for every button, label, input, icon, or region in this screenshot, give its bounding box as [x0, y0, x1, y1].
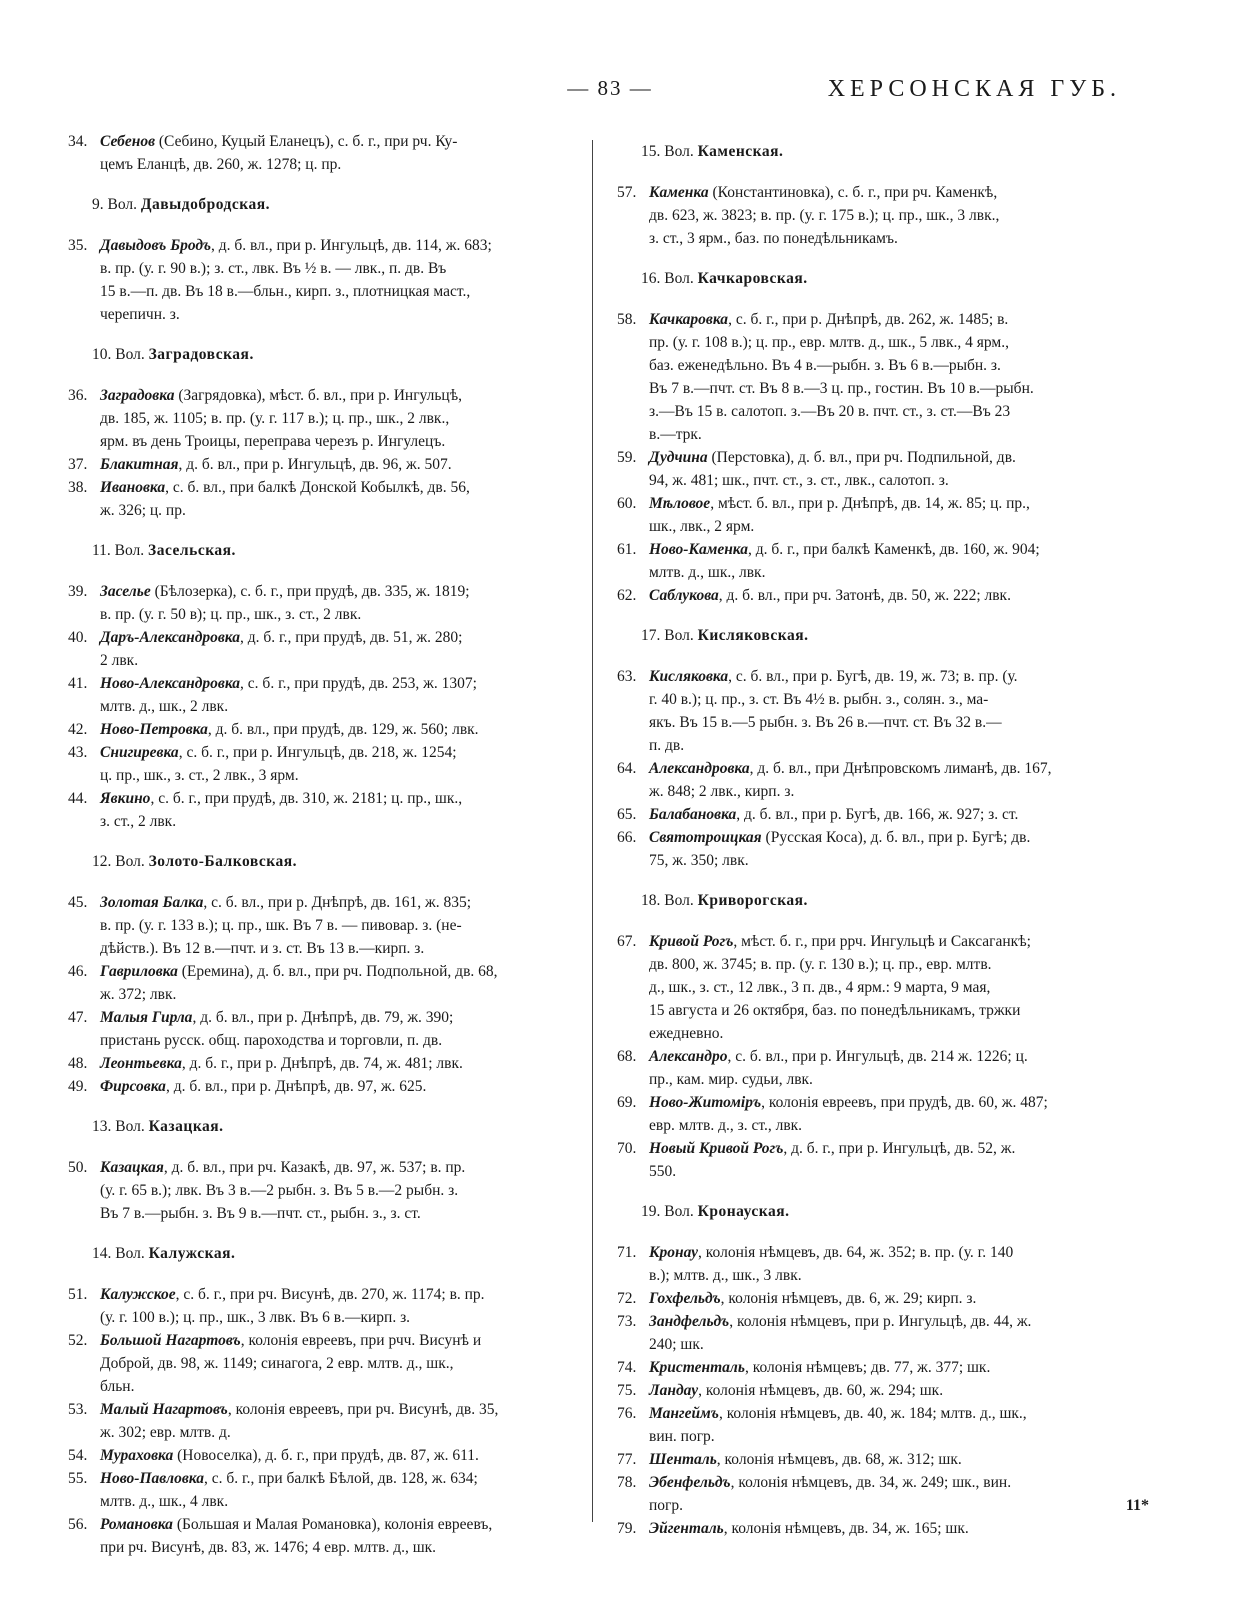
settlement-name: Фирсовка: [100, 1078, 166, 1095]
entry-continuation: 75, ж. 350; лвк.: [649, 852, 749, 869]
settlement-name: Заградовка: [100, 387, 175, 404]
settlement-entry: [617, 181, 1149, 250]
settlement-entry: [617, 1356, 1149, 1379]
entry-continuation: дв. 185, ж. 1105; в. пр. (у. г. 117 в.); ц. пр., шк., 2 лвк.,: [100, 410, 450, 427]
volost-prefix: 16. Вол.: [641, 270, 694, 287]
entry-continuation: (у. г. 100 в.); ц. пр., шк., 3 лвк. Въ 6 в.—кирп. з.: [100, 1309, 411, 1326]
settlement-name: Кронау: [649, 1244, 699, 1261]
settlement-entry: [617, 826, 1149, 872]
entry-continuation: млтв. д., шк., 4 лвк.: [100, 1493, 229, 1510]
entry-number: 38.: [68, 479, 88, 496]
volost-heading: [92, 539, 583, 562]
settlement-name: Новый Кривой Рогъ: [649, 1140, 784, 1157]
volost-name: Кисляковская.: [697, 627, 809, 644]
settlement-name: Романовка: [100, 1516, 173, 1533]
entry-number: 37.: [68, 456, 88, 473]
entry-number: 73.: [617, 1313, 637, 1330]
entry-number: 46.: [68, 963, 88, 980]
volost-prefix: 10. Вол.: [92, 346, 145, 363]
right-column: [617, 130, 1149, 1540]
entry-number: 72.: [617, 1290, 637, 1307]
entry-number: 44.: [68, 790, 88, 807]
entry-number: 76.: [617, 1405, 637, 1422]
volost-prefix: 14. Вол.: [92, 1245, 145, 1262]
entry-text: , с. б. г., при прудѣ, дв. 310, ж. 2181; ц. пр., шк.,: [150, 790, 463, 807]
settlement-name: Ново-Каменка: [649, 541, 749, 558]
entry-continuation: бльн.: [100, 1378, 135, 1395]
entry-number: 66.: [617, 829, 637, 846]
entry-text: , колонія нѣмцевъ, дв. 6, ж. 29; кирп. з.: [720, 1290, 977, 1307]
settlement-name: Дудчина: [649, 449, 708, 466]
entry-number: 58.: [617, 311, 637, 328]
volost-name: Качкаровская.: [697, 270, 808, 287]
settlement-name: Ландау: [649, 1382, 699, 1399]
entry-number: 49.: [68, 1078, 88, 1095]
settlement-name: Блакитная: [100, 456, 179, 473]
settlement-entry: [617, 1287, 1149, 1310]
settlement-entry: [617, 757, 1149, 803]
entry-number: 54.: [68, 1447, 88, 1464]
entry-text: , д. б. вл., при р. Днѣпрѣ, дв. 97, ж. 625.: [165, 1078, 427, 1095]
entry-continuation: з.—Въ 15 в. салотоп. з.—Въ 20 в. пчт. ст., з. ст.—Въ 23: [649, 403, 1011, 420]
entry-continuation: ж. 372; лвк.: [100, 986, 177, 1003]
entry-continuation: дѣйств.). Въ 12 в.—пчт. и з. ст. Въ 13 в.—кирп. з.: [100, 940, 425, 957]
settlement-name: Ивановка: [100, 479, 166, 496]
settlement-name: Ново-Павловка: [100, 1470, 205, 1487]
settlement-entry: [617, 1471, 1149, 1517]
entry-number: 53.: [68, 1401, 88, 1418]
settlement-entry: [617, 1091, 1149, 1137]
settlement-name: Давыдовъ Бродъ: [100, 237, 212, 254]
settlement-name: Эйгенталь: [649, 1520, 724, 1537]
entry-continuation: цемъ Еланцѣ, дв. 260, ж. 1278; ц. пр.: [100, 156, 342, 173]
volost-name: Давыдобродская.: [140, 196, 270, 213]
volost-name: Криворогская.: [697, 892, 808, 909]
entry-number: 65.: [617, 806, 637, 823]
entry-continuation: Въ 7 в.—рыбн. з. Въ 9 в.—пчт. ст., рыбн. з., з. ст.: [100, 1205, 421, 1222]
entry-continuation: евр. млтв. д., з. ст., лвк.: [649, 1117, 803, 1134]
settlement-entry: [68, 672, 583, 718]
settlement-name: Гавриловка: [100, 963, 178, 980]
entry-continuation: шк., лвк., 2 ярм.: [649, 518, 755, 535]
settlement-name: Малый Нагартовъ: [100, 1401, 228, 1418]
settlement-name: Калужское: [100, 1286, 176, 1303]
volost-prefix: 11. Вол.: [92, 542, 145, 559]
settlement-name: Святотроицкая: [649, 829, 762, 846]
volost-heading: [641, 140, 1149, 163]
column-divider: [592, 140, 593, 1522]
entry-text: , с. б. г., при р. Днѣпрѣ, дв. 262, ж. 1485; в.: [728, 311, 1009, 328]
volost-name: Заградовская.: [148, 346, 254, 363]
volost-prefix: 19. Вол.: [641, 1203, 694, 1220]
entry-number: 41.: [68, 675, 88, 692]
volost-name: Золото-Балковская.: [148, 853, 297, 870]
entry-continuation: ж. 326; ц. пр.: [100, 502, 186, 519]
entry-text: , мѣст. б. г., при ррч. Ингульцѣ и Саксаганкѣ;: [733, 933, 1031, 950]
volost-prefix: 18. Вол.: [641, 892, 694, 909]
volost-heading: [641, 889, 1149, 912]
settlement-name: Александро: [649, 1048, 728, 1065]
entry-number: 39.: [68, 583, 88, 600]
settlement-entry: [617, 1448, 1149, 1471]
entry-text: , колонія нѣмцевъ, дв. 60, ж. 294; шк.: [698, 1382, 944, 1399]
entry-text: , д. б. вл., при р. Ингульцѣ, дв. 96, ж. 507.: [178, 456, 452, 473]
entry-continuation: Въ 7 в.—пчт. ст. Въ 8 в.—3 ц. пр., гостин. Въ 10 в.—рыбн.: [649, 380, 1034, 397]
settlement-name: Себенов: [100, 133, 156, 150]
entry-number: 77.: [617, 1451, 637, 1468]
settlement-name: Кисляковка: [649, 668, 729, 685]
settlement-name: Казацкая: [100, 1159, 164, 1176]
settlement-entry: [617, 538, 1149, 584]
entry-text: , с. б. вл., при р. Бугѣ, дв. 19, ж. 73; в. пр. (у.: [728, 668, 1018, 685]
settlement-entry: [617, 446, 1149, 492]
volost-heading: [641, 624, 1149, 647]
entry-number: 59.: [617, 449, 637, 466]
settlement-entry: [68, 718, 583, 741]
entry-number: 62.: [617, 587, 637, 604]
entry-continuation: д., шк., з. ст., 12 лвк., 3 п. дв., 4 ярм.: 9 марта, 9 мая,: [649, 979, 991, 996]
settlement-entry: [68, 1444, 583, 1467]
entry-number: 43.: [68, 744, 88, 761]
entry-text: , д. б. вл., при Днѣпровскомъ лиманѣ, дв. 167,: [749, 760, 1052, 777]
volost-prefix: 15. Вол.: [641, 143, 694, 160]
settlement-name: Шенталь: [649, 1451, 717, 1468]
entry-continuation: в. пр. (у. г. 90 в.); з. ст., лвк. Въ ½ в. — лвк., п. дв. Въ: [100, 260, 447, 277]
settlement-name: Балабановка: [649, 806, 737, 823]
settlement-entry: [68, 1329, 583, 1398]
settlement-entry: [68, 1513, 583, 1559]
running-head: ХЕРСОНСКАЯ ГУБ.: [827, 76, 1121, 102]
entry-text: , с. б. г., при рч. Висунѣ, дв. 270, ж. 1174; в. пр.: [175, 1286, 485, 1303]
entry-text: (Новоселка), д. б. г., при прудѣ, дв. 87, ж. 611.: [173, 1447, 479, 1464]
entry-number: 51.: [68, 1286, 88, 1303]
settlement-entry: [617, 930, 1149, 1045]
entry-number: 61.: [617, 541, 637, 558]
entry-number: 35.: [68, 237, 88, 254]
entry-text: , д. б. г., при прудѣ, дв. 51, ж. 280;: [240, 629, 463, 646]
settlement-name: Каменка: [649, 184, 709, 201]
entry-continuation: пристань русск. общ. пароходства и торговли, п. дв.: [100, 1032, 443, 1049]
entry-continuation: 2 лвк.: [100, 652, 139, 669]
entry-continuation: черепичн. з.: [100, 306, 180, 323]
settlement-name: Золотая Балка: [100, 894, 204, 911]
entry-number: 42.: [68, 721, 88, 738]
settlement-name: Кривой Рогъ: [649, 933, 734, 950]
settlement-entry: [68, 580, 583, 626]
entry-number: 64.: [617, 760, 637, 777]
entry-number: 68.: [617, 1048, 637, 1065]
entry-number: 70.: [617, 1140, 637, 1157]
settlement-entry: [617, 1310, 1149, 1356]
entry-number: 63.: [617, 668, 637, 685]
settlement-entry: [617, 665, 1149, 757]
entry-number: 55.: [68, 1470, 88, 1487]
settlement-name: Ново-Петровка: [100, 721, 208, 738]
settlement-name: Ново-Житоміръ: [649, 1094, 762, 1111]
entry-text: , колонія нѣмцевъ, при р. Ингульцѣ, дв. 44, ж.: [729, 1313, 1032, 1330]
entry-text: , с. б. г., при р. Ингульцѣ, дв. 218, ж. 1254;: [178, 744, 457, 761]
entry-continuation: млтв. д., шк., лвк.: [649, 564, 766, 581]
settlement-entry: [68, 476, 583, 522]
entry-text: , с. б. вл., при балкѣ Донской Кобылкѣ, дв. 56,: [165, 479, 470, 496]
entry-continuation: в. пр. (у. г. 50 в); ц. пр., шк., з. ст., 2 лвк.: [100, 606, 362, 623]
settlement-entry: [617, 803, 1149, 826]
settlement-name: Мѣловое: [649, 495, 711, 512]
entry-continuation: 15 в.—п. дв. Въ 18 в.—бльн., кирп. з., плотницкая маст.,: [100, 283, 471, 300]
entry-continuation: в.—трк.: [649, 426, 702, 443]
volost-heading: [641, 267, 1149, 290]
settlement-entry: [617, 1045, 1149, 1091]
entry-number: 56.: [68, 1516, 88, 1533]
entry-number: 48.: [68, 1055, 88, 1072]
settlement-entry: [617, 1137, 1149, 1183]
entry-text: , колонія нѣмцевъ, дв. 34, ж. 249; шк., вин.: [730, 1474, 1012, 1491]
entry-text: , д. б. г., при р. Днѣпрѣ, дв. 74, ж. 481; лвк.: [181, 1055, 463, 1072]
entry-number: 71.: [617, 1244, 637, 1261]
settlement-entry: [68, 1467, 583, 1513]
settlement-entry: [68, 1006, 583, 1052]
volost-name: Калужская.: [148, 1245, 236, 1262]
entry-number: 47.: [68, 1009, 88, 1026]
settlement-name: Явкино: [100, 790, 151, 807]
settlement-entry: [68, 1052, 583, 1075]
entry-text: , д. б. вл., при рч. Затонѣ, дв. 50, ж. 222; лвк.: [718, 587, 1011, 604]
settlement-entry: [68, 1283, 583, 1329]
settlement-entry: [68, 626, 583, 672]
entry-continuation: пр., кам. мир. судьи, лвк.: [649, 1071, 813, 1088]
entry-text: , с. б. г., при прудѣ, дв. 253, ж. 1307;: [240, 675, 477, 692]
entry-text: (Еремина), д. б. вл., при рч. Подпольной, дв. 68,: [177, 963, 498, 980]
entry-text: (Русская Коса), д. б. вл., при р. Бугѣ; дв.: [761, 829, 1031, 846]
settlement-entry: [617, 492, 1149, 538]
settlement-entry: [68, 453, 583, 476]
entry-number: 40.: [68, 629, 88, 646]
entry-continuation: ежедневно.: [649, 1025, 724, 1042]
settlement-entry: [68, 1075, 583, 1098]
entry-number: 69.: [617, 1094, 637, 1111]
entry-text: , д. б. г., при р. Ингульцѣ, дв. 52, ж.: [783, 1140, 1016, 1157]
settlement-entry: [617, 1241, 1149, 1287]
settlement-name: Большой Нагартовъ: [100, 1332, 241, 1349]
entry-continuation: г. 40 в.); ц. пр., з. ст. Въ 4½ в. рыбн. з., солян. з., ма-: [649, 691, 989, 708]
volost-name: Каменская.: [697, 143, 784, 160]
entry-text: (Константиновка), с. б. г., при рч. Каменкѣ,: [708, 184, 998, 201]
settlement-name: Даръ-Александровка: [100, 629, 241, 646]
entry-continuation: дв. 800, ж. 3745; в. пр. (у. г. 130 в.); ц. пр., евр. млтв.: [649, 956, 992, 973]
entry-number: 75.: [617, 1382, 637, 1399]
entry-continuation: з. ст., 3 ярм., баз. по понедѣльникамъ.: [649, 230, 898, 247]
left-column: [68, 130, 583, 1559]
entry-text: (Перстовка), д. б. вл., при рч. Подпильной, дв.: [707, 449, 1016, 466]
entry-continuation: в.); млтв. д., шк., 3 лвк.: [649, 1267, 802, 1284]
settlement-name: Качкаровка: [649, 311, 729, 328]
entry-continuation: п. дв.: [649, 737, 685, 754]
entry-text: , колонія евреевъ, при рчч. Висунѣ и: [240, 1332, 482, 1349]
settlement-name: Малыя Гирла: [100, 1009, 193, 1026]
entry-continuation: ярм. въ день Троицы, переправа черезъ р. Ингулецъ.: [100, 433, 446, 450]
settlement-name: Ново-Александровка: [100, 675, 241, 692]
settlement-entry: [68, 1398, 583, 1444]
volost-name: Казацкая.: [148, 1118, 224, 1135]
entry-number: 67.: [617, 933, 637, 950]
volost-prefix: 17. Вол.: [641, 627, 694, 644]
entry-number: 52.: [68, 1332, 88, 1349]
entry-text: , д. б. вл., при прудѣ, дв. 129, ж. 560; лвк.: [207, 721, 479, 738]
settlement-entry: [68, 1156, 583, 1225]
entry-continuation: 94, ж. 481; шк., пчт. ст., з. ст., лвк., салотоп. з.: [649, 472, 949, 489]
volost-heading: [641, 1200, 1149, 1223]
entry-text: (Большая и Малая Романовка), колонія евреевъ,: [172, 1516, 493, 1533]
entry-text: , колонія нѣмцевъ, дв. 40, ж. 184; млтв. д., шк.,: [718, 1405, 1027, 1422]
settlement-name: Мураховка: [100, 1447, 174, 1464]
entry-continuation: 550.: [649, 1163, 677, 1180]
volost-prefix: 9. Вол.: [92, 196, 137, 213]
settlement-name: Саблукова: [649, 587, 719, 604]
entry-continuation: баз. еженедѣльно. Въ 4 в.—рыбн. з. Въ 6 в.—рыбн. з.: [649, 357, 1001, 374]
settlement-name: Мангеймъ: [649, 1405, 719, 1422]
volost-heading: [92, 850, 583, 873]
entry-text: , колонія нѣмцевъ, дв. 68, ж. 312; шк.: [716, 1451, 962, 1468]
entry-continuation: вин. погр.: [649, 1428, 715, 1445]
volost-prefix: 13. Вол.: [92, 1118, 145, 1135]
entry-continuation: дв. 623, ж. 3823; в. пр. (у. г. 175 в.); ц. пр., шк., 3 лвк.,: [649, 207, 1000, 224]
settlement-entry: [68, 384, 583, 453]
settlement-name: Кристенталь: [649, 1359, 745, 1376]
entry-text: , д. б. вл., при рч. Казакѣ, дв. 97, ж. 537; в. пр.: [163, 1159, 466, 1176]
entry-text: , колонія нѣмцевъ, дв. 34, ж. 165; шк.: [723, 1520, 969, 1537]
entry-text: (Бѣлозерка), с. б. г., при прудѣ, дв. 335, ж. 1819;: [150, 583, 470, 600]
settlement-entry: [617, 1379, 1149, 1402]
settlement-entry: [68, 891, 583, 960]
entry-continuation: 240; шк.: [649, 1336, 704, 1353]
entry-text: , д. б. вл., при р. Ингульцѣ, дв. 114, ж. 683;: [211, 237, 492, 254]
volost-prefix: 12. Вол.: [92, 853, 145, 870]
entry-continuation: млтв. д., шк., 2 лвк.: [100, 698, 229, 715]
entry-continuation: Доброй, дв. 98, ж. 1149; синагога, 2 евр. млтв. д., шк.,: [100, 1355, 454, 1372]
entry-continuation: в. пр. (у. г. 133 в.); ц. пр., шк. Въ 7 в. — пивовар. з. (не-: [100, 917, 462, 934]
entry-number: 60.: [617, 495, 637, 512]
entry-continuation: з. ст., 2 лвк.: [100, 813, 177, 830]
volost-heading: [92, 1115, 583, 1138]
volost-heading: [92, 193, 583, 216]
settlement-name: Леонтьевка: [100, 1055, 182, 1072]
settlement-entry: [617, 1402, 1149, 1448]
settlement-entry: [617, 584, 1149, 607]
volost-heading: [92, 343, 583, 366]
entry-text: (Себино, Куцый Еланецъ), с. б. г., при рч. Ку-: [155, 133, 458, 150]
entry-text: , д. б. вл., при р. Бугѣ, дв. 166, ж. 927; з. ст.: [736, 806, 1019, 823]
settlement-name: Александровка: [649, 760, 750, 777]
settlement-name: Зандфельдъ: [649, 1313, 730, 1330]
entry-continuation: ж. 302; евр. млтв. д.: [100, 1424, 231, 1441]
entry-text: (Загрядовка), мѣст. б. вл., при р. Ингульцѣ,: [174, 387, 463, 404]
entry-number: 57.: [617, 184, 637, 201]
entry-number: 34.: [68, 133, 88, 150]
entry-text: , с. б. г., при балкѣ Бѣлой, дв. 128, ж. 634;: [204, 1470, 478, 1487]
settlement-entry: [617, 308, 1149, 446]
settlement-entry: [68, 234, 583, 326]
entry-text: , колонія нѣмцевъ; дв. 77, ж. 377; шк.: [744, 1359, 991, 1376]
settlement-entry: [617, 1517, 1149, 1540]
settlement-entry: [68, 130, 583, 176]
entry-continuation: (у. г. 65 в.); лвк. Въ 3 в.—2 рыбн. з. Въ 5 в.—2 рыбн. з.: [100, 1182, 459, 1199]
entry-number: 74.: [617, 1359, 637, 1376]
settlement-name: Снигиревка: [100, 744, 179, 761]
settlement-name: Эбенфельдъ: [649, 1474, 731, 1491]
volost-name: Кронауская.: [697, 1203, 790, 1220]
settlement-entry: [68, 787, 583, 833]
entry-text: , колонія евреевъ, при рч. Висунѣ, дв. 35,: [227, 1401, 499, 1418]
entry-number: 36.: [68, 387, 88, 404]
entry-text: , колонія нѣмцевъ, дв. 64, ж. 352; в. пр. (у. г. 140: [698, 1244, 1014, 1261]
signature-mark: 11*: [1125, 1497, 1149, 1514]
settlement-entry: [68, 741, 583, 787]
volost-heading: [92, 1242, 583, 1265]
entry-continuation: пр. (у. г. 108 в.); ц. пр., евр. млтв. д., шк., 5 лвк., 4 ярм.,: [649, 334, 1009, 351]
settlement-name: Гохфельдъ: [649, 1290, 721, 1307]
entry-number: 79.: [617, 1520, 637, 1537]
entry-number: 78.: [617, 1474, 637, 1491]
page-number: — 83 —: [567, 76, 653, 100]
entry-text: , мѣст. б. вл., при р. Днѣпрѣ, дв. 14, ж. 85; ц. пр.,: [710, 495, 1030, 512]
volost-name: Засельская.: [148, 542, 236, 559]
entry-text: , д. б. г., при балкѣ Каменкѣ, дв. 160, ж. 904;: [748, 541, 1040, 558]
settlement-name: Заселье: [100, 583, 151, 600]
entry-text: , колонія евреевъ, при прудѣ, дв. 60, ж. 487;: [761, 1094, 1048, 1111]
entry-continuation: ц. пр., шк., з. ст., 2 лвк., 3 ярм.: [100, 767, 299, 784]
settlement-entry: [68, 960, 583, 1006]
entry-text: , с. б. вл., при р. Ингульцѣ, дв. 214 ж. 1226; ц.: [727, 1048, 1028, 1065]
entry-continuation: якъ. Въ 15 в.—5 рыбн. з. Въ 26 в.—пчт. ст. Въ 32 в.—: [649, 714, 1002, 731]
entry-continuation: при рч. Висунѣ, дв. 83, ж. 1476; 4 евр. млтв. д., шк.: [100, 1539, 437, 1556]
entry-number: 50.: [68, 1159, 88, 1176]
entry-text: , д. б. вл., при р. Днѣпрѣ, дв. 79, ж. 390;: [192, 1009, 454, 1026]
entry-continuation: погр.: [649, 1497, 684, 1514]
entry-continuation: 15 августа и 26 октября, баз. по понедѣльникамъ, тржки: [649, 1002, 1021, 1019]
entry-text: , с. б. вл., при р. Днѣпрѣ, дв. 161, ж. 835;: [203, 894, 472, 911]
entry-number: 45.: [68, 894, 88, 911]
entry-continuation: ж. 848; 2 лвк., кирп. з.: [649, 783, 795, 800]
